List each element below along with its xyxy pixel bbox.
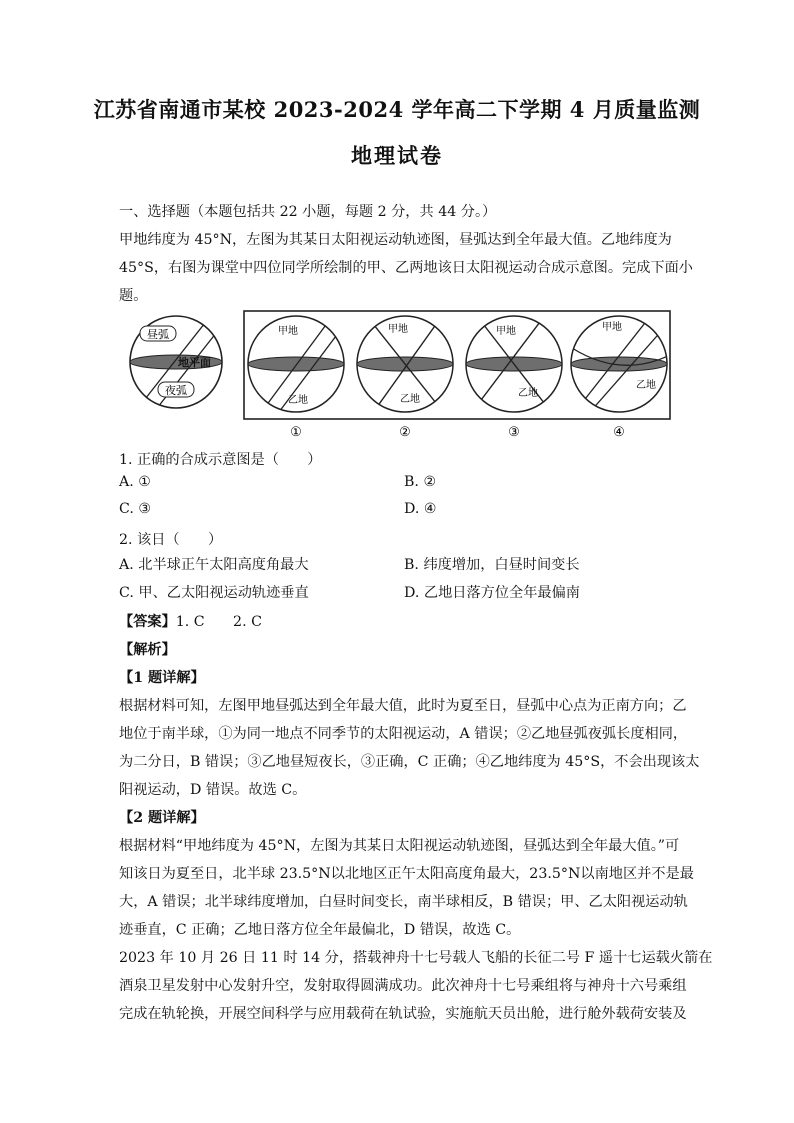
jia-label: 甲地 (278, 326, 298, 337)
material-2-line: 2023 年 10 月 26 日 11 时 14 分，搭载神舟十七号载人飞船的长征二号 F 遥十七运载火箭在 (119, 950, 713, 966)
material-line: 45°S，右图为课堂中四位同学所绘制的甲、乙两地该日太阳视运动合成示意图。完成下面小 (119, 260, 693, 276)
detail-2-label: 【2 题详解】 (119, 810, 205, 826)
detail-1-line: 地位于南半球，①为同一地点不同季节的太阳视运动，A 错误；②乙地昼弧夜弧长度相同， (119, 726, 688, 742)
section-heading: 一、选择题（本题包括共 22 小题，每题 2 分，共 44 分。） (119, 204, 497, 220)
answer-text: 1. C 2. C (175, 614, 262, 630)
yi-label: 乙地 (518, 388, 538, 399)
yi-label: 乙地 (288, 395, 308, 406)
yi-label: 乙地 (636, 380, 656, 391)
analysis-label: 【解析】 (119, 642, 176, 658)
question-2-stem: 2. 该日（ ） (119, 532, 223, 548)
panel-3 (466, 314, 562, 412)
detail-2-line: 知该日为夏至日，北半球 23.5°N以北地区正午太阳高度角最大，23.5°N以南地区并不是最 (119, 866, 694, 882)
sun-path-figure (120, 308, 680, 442)
panel-4 (571, 314, 668, 412)
jia-label: 甲地 (602, 322, 622, 333)
panel-number-4: ④ (613, 425, 625, 440)
q2-option-b: B. 纬度增加，白昼时间变长 (404, 557, 580, 573)
horizon-label: 地平面 (178, 356, 211, 369)
jia-label: 甲地 (388, 324, 408, 335)
yi-label: 乙地 (400, 394, 420, 405)
sun-path-diagrams (120, 308, 680, 442)
q1-option-b: B. ② (404, 474, 437, 490)
answer-block (119, 608, 713, 1028)
q2-option-d: D. 乙地日落方位全年最偏南 (404, 585, 580, 601)
answer-line (119, 608, 679, 636)
q1-option-d: D. ④ (404, 501, 437, 517)
night-arc-label: 夜弧 (165, 384, 187, 397)
panel-1 (248, 314, 344, 416)
exam-subtitle: 地理试卷 (351, 143, 443, 168)
panel-2 (357, 316, 453, 414)
q2-option-a: A. 北半球正午太阳高度角最大 (119, 557, 309, 573)
detail-1-line: 为二分日，B 错误；③乙地昼短夜长，③正确，C 正确；④乙地纬度为 45°S，不会出现该太 (119, 754, 700, 770)
material-line: 甲地纬度为 45°N，左图为其某日太阳视运动轨迹图，昼弧达到全年最大值。乙地纬度为 (119, 232, 672, 248)
exam-title: 江苏省南通市某校 2023-2024 学年高二下学期 4 月质量监测 (93, 97, 701, 122)
day-arc-label: 昼弧 (147, 328, 169, 341)
section-and-material (119, 198, 693, 310)
detail-2-line: 大，A 错误；北半球纬度增加，白昼时间变长，南半球相反，B 错误；甲、乙太阳视运动轨 (119, 894, 688, 910)
answer-label: 【答案】 (119, 614, 176, 630)
material-line: 题。 (119, 288, 148, 304)
detail-2-line: 迹垂直，C 正确；乙地日落方位全年最偏北，D 错误，故选 C。 (119, 922, 521, 938)
jia-label: 甲地 (496, 326, 516, 337)
panel-number-1: ① (290, 425, 302, 440)
detail-1-label: 【1 题详解】 (119, 670, 205, 686)
q1-option-c: C. ③ (119, 501, 152, 517)
panel-number-3: ③ (508, 425, 520, 440)
q1-option-a: A. ① (119, 474, 152, 490)
panel-number-2: ② (399, 425, 411, 440)
detail-1-line: 阳视运动，D 错误。故选 C。 (119, 782, 307, 798)
question-1-stem: 1. 正确的合成示意图是（ ） (119, 452, 322, 468)
detail-2-line: 根据材料“甲地纬度为 45°N，左图为其某日太阳视运动轨迹图，昼弧达到全年最大值。”可 (119, 838, 680, 854)
detail-1-line: 根据材料可知，左图甲地昼弧达到全年最大值，此时为夏至日，昼弧中心点为正南方向；乙 (119, 698, 687, 714)
material-2-line: 完成在轨轮换，开展空间科学与应用载荷在轨试验，实施航天员出舱，进行舱外载荷安装及 (119, 1006, 687, 1022)
left-sun-path-diagram (130, 314, 222, 412)
material-2-line: 酒泉卫星发射中心发射升空，发射取得圆满成功。此次神舟十七号乘组将与神舟十六号乘组 (119, 978, 687, 994)
q2-option-c: C. 甲、乙太阳视运动轨迹垂直 (119, 585, 309, 601)
